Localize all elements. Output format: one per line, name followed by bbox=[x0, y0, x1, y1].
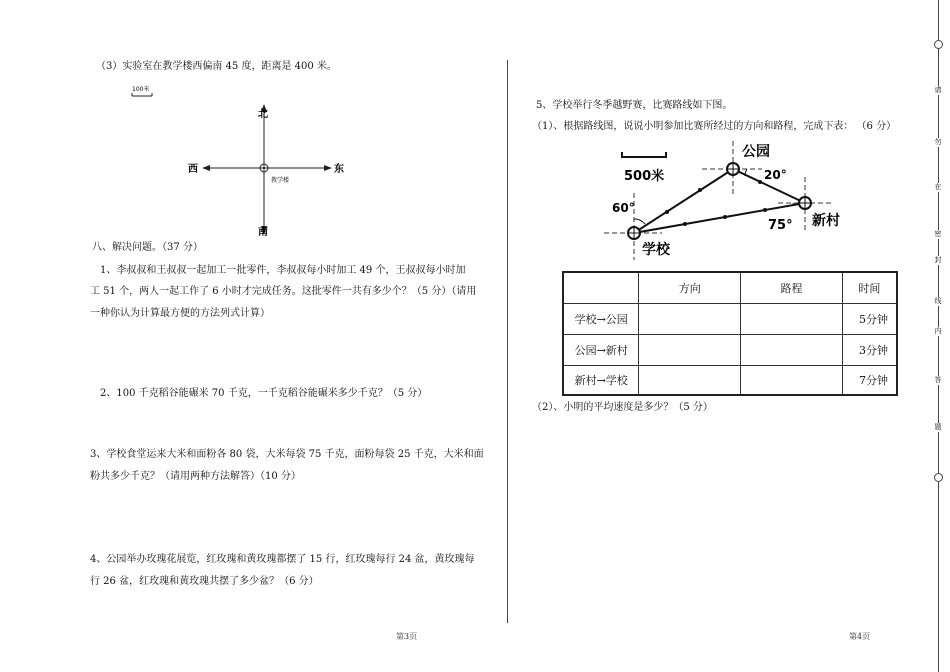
binding-hole bbox=[934, 473, 943, 482]
problem-5-part-1: （1）、根据路线图，说说小明参加比赛所经过的方向和路程，完成下表： （6 分） bbox=[532, 121, 897, 132]
header-empty bbox=[563, 272, 639, 303]
angle-75-label: 75° bbox=[768, 218, 793, 233]
binding-char: 密 bbox=[934, 230, 942, 238]
problem-4-line-2: 行 26 盆，红玫瑰和黄玫瑰共摆了多少盆？（6 分） bbox=[90, 576, 319, 587]
binding-char: 内 bbox=[934, 327, 942, 335]
problem-5-part-2: （2）、小明的平均速度是多少？（5 分） bbox=[532, 402, 713, 413]
problem-5-title: 5、学校举行冬季越野赛，比赛路线如下图。 bbox=[536, 100, 733, 111]
binding-char: 勿 bbox=[934, 138, 942, 146]
answer-table bbox=[562, 271, 898, 396]
angle-20-label: 20° bbox=[764, 168, 787, 182]
section-8-title: 八、解决问题。（37 分） bbox=[92, 242, 203, 253]
teaching-building-label: 教学楼 bbox=[271, 177, 290, 184]
compass-diagram bbox=[130, 82, 370, 242]
distance-cell[interactable] bbox=[741, 365, 843, 395]
page-divider bbox=[507, 60, 508, 623]
table-row bbox=[563, 334, 897, 365]
problem-1-line-1: 1、李叔叔和王叔叔一起加工一批零件，李叔叔每小时加工 49 个，王叔叔每小时加 bbox=[100, 265, 466, 276]
header-time: 时间 bbox=[842, 272, 897, 303]
problem-2: 2、100 千克稻谷能碾米 70 千克，一千克稻谷能碾米多少千克？（5 分） bbox=[100, 388, 428, 399]
time-cell: 3分钟 bbox=[842, 334, 897, 365]
table-row bbox=[563, 303, 897, 334]
distance-cell[interactable] bbox=[741, 334, 843, 365]
page-number-3: 第3页 bbox=[396, 632, 418, 641]
race-route-map bbox=[600, 135, 860, 265]
binding-char: 线 bbox=[934, 297, 942, 305]
problem-1-line-2: 工 51 个，两人一起工作了 6 小时才完成任务。这批零件一共有多少个？（5 分）（请用 bbox=[90, 286, 477, 297]
binding-line bbox=[938, 0, 939, 672]
east-label: 东 bbox=[334, 164, 344, 175]
page-number-4: 第4页 bbox=[849, 632, 871, 641]
binding-char: 封 bbox=[934, 256, 942, 264]
route-cell: 公园→新村 bbox=[563, 334, 639, 365]
binding-char: 请 bbox=[934, 86, 942, 94]
time-cell: 5分钟 bbox=[842, 303, 897, 334]
problem-1-line-3: 一种你认为计算最方便的方法列式计算） bbox=[90, 308, 270, 319]
header-distance: 路程 bbox=[741, 272, 843, 303]
school-label: 学校 bbox=[642, 242, 670, 258]
binding-char: 在 bbox=[934, 183, 942, 191]
table-row bbox=[563, 365, 897, 395]
problem-3-line-1: 3、学校食堂运来大米和面粉各 80 袋，大米每袋 75 千克，面粉每袋 25 千克，大米和面 bbox=[90, 449, 484, 460]
park-label: 公园 bbox=[742, 144, 770, 160]
south-label: 南 bbox=[258, 227, 268, 238]
direction-cell[interactable] bbox=[639, 365, 741, 395]
village-label: 新村 bbox=[812, 213, 840, 229]
binding-hole bbox=[934, 40, 943, 49]
route-cell: 新村→学校 bbox=[563, 365, 639, 395]
scale-label: 100米 bbox=[132, 86, 150, 93]
problem-4-line-1: 4、公园举办玫瑰花展览，红玫瑰和黄玫瑰都摆了 15 行，红玫瑰每行 24 盆，黄玫瑰每 bbox=[90, 554, 475, 565]
direction-cell[interactable] bbox=[639, 334, 741, 365]
north-label: 北 bbox=[258, 109, 268, 120]
direction-cell[interactable] bbox=[639, 303, 741, 334]
binding-char: 题 bbox=[934, 423, 942, 431]
header-direction: 方向 bbox=[639, 272, 741, 303]
time-cell: 7分钟 bbox=[842, 365, 897, 395]
table-header-row bbox=[563, 272, 897, 303]
west-label: 西 bbox=[188, 164, 198, 175]
distance-cell[interactable] bbox=[741, 303, 843, 334]
binding-char: 答 bbox=[934, 376, 942, 384]
question-3-lab-location: （3）实验室在教学楼西偏南 45 度，距离是 400 米。 bbox=[96, 61, 337, 72]
angle-60-label: 60° bbox=[612, 201, 635, 215]
route-cell: 学校→公园 bbox=[563, 303, 639, 334]
problem-3-line-2: 粉共多少千克？（请用两种方法解答）（10 分） bbox=[90, 471, 301, 482]
map-scale-label: 500米 bbox=[624, 169, 665, 184]
